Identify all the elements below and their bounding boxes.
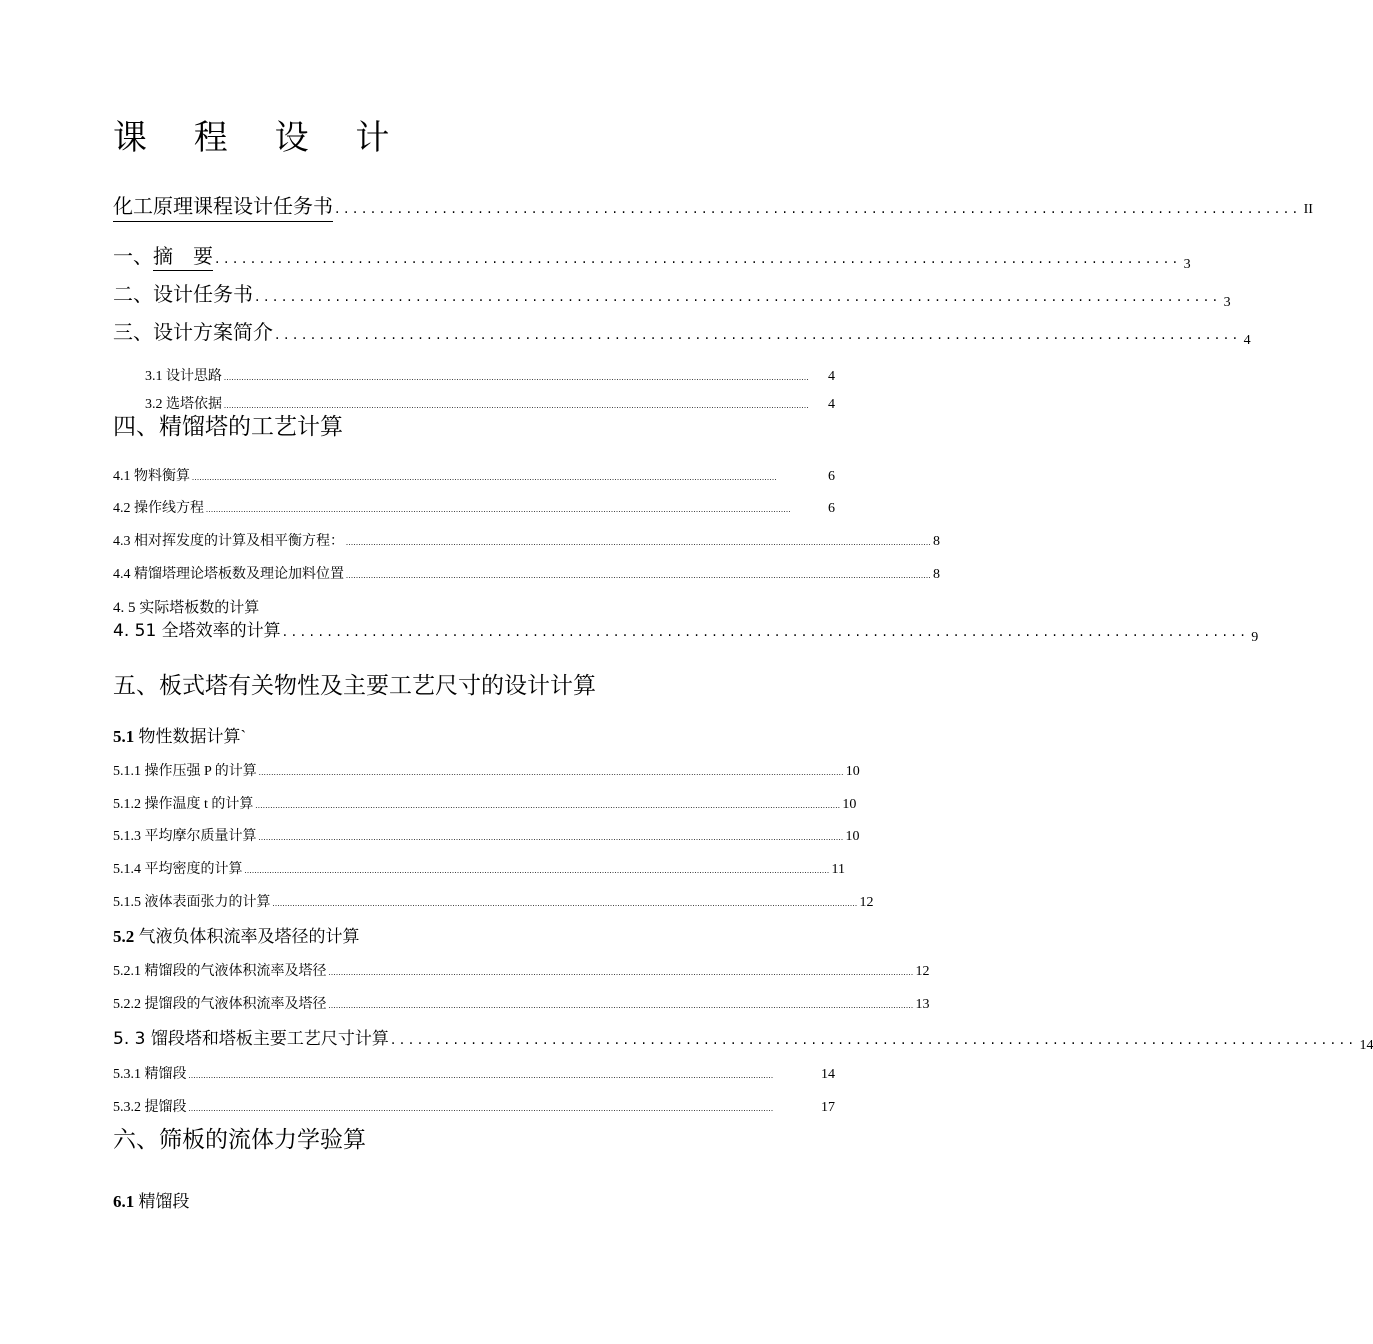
toc-label: 5.3.1 精馏段 <box>113 1067 187 1082</box>
dot-leader: ............................................................................................................ <box>215 251 1182 267</box>
toc-entry-4-2[interactable] <box>113 497 835 517</box>
toc-heading-4-5: 4. 5 实际塔板数的计算 <box>113 600 260 616</box>
toc-label: 4. 51 全塔效率的计算 <box>113 621 281 641</box>
toc-label: 5.3.2 提馏段 <box>113 1100 187 1115</box>
toc-entry-5-3-2[interactable] <box>113 1096 835 1116</box>
section-number: 5.2 <box>113 927 135 946</box>
toc-page-number: 6 <box>828 469 835 484</box>
dot-leader: .......................................................................................................................................................................................................................................... <box>346 538 931 547</box>
toc-page-number: 6 <box>828 501 835 516</box>
document-title: 课 程 设 计 <box>113 118 408 158</box>
toc-entry-5-2-2[interactable] <box>113 993 930 1013</box>
dot-leader: ............................................................................................................ <box>335 201 1302 217</box>
toc-page-number: 4 <box>828 397 835 412</box>
toc-label <box>113 240 213 269</box>
toc-label: 3.1 设计思路 <box>145 369 222 384</box>
toc-label: 4.1 物料衡算 <box>113 469 190 484</box>
toc-page-number: 12 <box>915 964 930 979</box>
toc-entry-5-1-5[interactable] <box>113 891 874 911</box>
toc-entry-abstract[interactable] <box>113 240 1191 272</box>
toc-label: 4.3 相对挥发度的计算及相平衡方程： <box>113 534 344 549</box>
toc-label: 5.1.5 液体表面张力的计算 <box>113 895 271 910</box>
toc-page-number: 17 <box>821 1100 835 1115</box>
toc-page-number: 4 <box>1243 333 1251 348</box>
toc-page-number: 3 <box>1223 295 1231 310</box>
dot-leader: .......................................................................................................................................................................................................................................... <box>258 768 844 777</box>
toc-heading-5-2 <box>113 922 360 947</box>
dot-leader: .......................................................................................................................................................................................................................................... <box>206 505 791 514</box>
dot-leader: ............................................................................................................ <box>390 1032 1358 1048</box>
toc-entry-4-1[interactable] <box>113 465 835 485</box>
toc-entry-5-1-1[interactable] <box>113 760 860 780</box>
dot-leader: .......................................................................................................................................................................................................................................... <box>192 473 777 482</box>
section-label: 气液负体积流率及塔径的计算 <box>134 927 360 946</box>
toc-label: 4.2 操作线方程 <box>113 501 204 516</box>
toc-page-number: 14 <box>821 1067 835 1082</box>
dot-leader: .......................................................................................................................................................................................................................................... <box>188 1104 774 1113</box>
toc-entry-5-3[interactable] <box>113 1024 1373 1053</box>
toc-label: 化工原理课程设计任务书 <box>113 190 333 222</box>
chapter-heading-4: 四、精馏塔的工艺计算 <box>113 414 343 440</box>
toc-label: 三、设计方案简介 <box>113 320 273 344</box>
toc-label: 5.2.2 提馏段的气液体积流率及塔径 <box>113 997 327 1012</box>
toc-page-number: 14 <box>1359 1038 1373 1053</box>
toc-page-number: 8 <box>933 567 940 582</box>
toc-label: 5. 3 馏段塔和塔板主要工艺尺寸计算 <box>113 1029 389 1049</box>
toc-label: 二、设计任务书 <box>113 282 253 306</box>
toc-page-number: 9 <box>1251 630 1259 645</box>
toc-page-number: 10 <box>845 829 860 844</box>
toc-label: 5.1.3 平均摩尔质量计算 <box>113 829 257 844</box>
toc-page-number: 13 <box>915 997 930 1012</box>
toc-page-number: 10 <box>842 797 857 812</box>
section-label: 物性数据计算` <box>134 727 247 746</box>
chapter-heading-6: 六、筛板的流体力学验算 <box>113 1127 366 1153</box>
toc-page-number: 11 <box>831 862 845 877</box>
dot-leader: .......................................................................................................................................................................................................................................... <box>224 401 809 410</box>
toc-entry-3-1[interactable] <box>145 365 835 385</box>
toc-entry-scheme[interactable] <box>113 316 1251 348</box>
toc-label: 4.4 精馏塔理论塔板数及理论加料位置 <box>113 567 344 582</box>
dot-leader: .......................................................................................................................................................................................................................................... <box>346 571 931 580</box>
toc-heading-6-1 <box>113 1187 190 1212</box>
toc-page-number: 4 <box>828 369 835 384</box>
dot-leader: .......................................................................................................................................................................................................................................... <box>258 833 844 842</box>
toc-label: 5.2.1 精馏段的气液体积流率及塔径 <box>113 964 327 979</box>
toc-page-number: 12 <box>859 895 874 910</box>
section-number: 6.1 <box>113 1192 135 1211</box>
dot-leader: ............................................................................................................ <box>255 289 1222 305</box>
dot-leader: .......................................................................................................................................................................................................................................... <box>328 968 914 977</box>
dot-leader: .......................................................................................................................................................................................................................................... <box>328 1001 914 1010</box>
toc-label: 5.1.1 操作压强 P 的计算 <box>113 764 257 779</box>
toc-entry-design-task[interactable] <box>113 278 1231 310</box>
toc-entry-5-1-3[interactable] <box>113 825 860 845</box>
toc-entry-4-4[interactable] <box>113 563 940 583</box>
toc-entry-5-1-4[interactable] <box>113 858 845 878</box>
toc-label-prefix: 一、 <box>113 244 153 268</box>
toc-heading-5-1 <box>113 722 246 747</box>
toc-label-text: 摘 要 <box>153 244 213 271</box>
toc-entry-4-51[interactable] <box>113 616 1259 645</box>
dot-leader: .......................................................................................................................................................................................................................................... <box>224 373 809 382</box>
toc-label: 5.1.4 平均密度的计算 <box>113 862 243 877</box>
dot-leader: .......................................................................................................................................................................................................................................... <box>255 801 841 810</box>
dot-leader: .......................................................................................................................................................................................................................................... <box>244 866 830 875</box>
dot-leader: .......................................................................................................................................................................................................................................... <box>188 1071 774 1080</box>
toc-label: 3.2 选塔依据 <box>145 397 222 412</box>
dot-leader: .......................................................................................................................................................................................................................................... <box>272 899 858 908</box>
toc-entry-5-1-2[interactable] <box>113 793 857 813</box>
toc-entry-5-3-1[interactable] <box>113 1063 835 1083</box>
dot-leader: ............................................................................................................ <box>275 327 1242 343</box>
dot-leader: ............................................................................................................ <box>282 624 1250 640</box>
toc-page-number: 8 <box>933 534 940 549</box>
toc-label: 5.1.2 操作温度 t 的计算 <box>113 797 254 812</box>
toc-entry-4-3[interactable] <box>113 530 940 550</box>
toc-page-number: II <box>1303 202 1313 217</box>
toc-page-number: 3 <box>1183 257 1191 272</box>
toc-entry-task-book[interactable] <box>113 190 1313 222</box>
toc-entry-5-2-1[interactable] <box>113 960 930 980</box>
section-number: 5.1 <box>113 727 135 746</box>
section-label: 精馏段 <box>134 1192 190 1211</box>
toc-page-number: 10 <box>845 764 860 779</box>
chapter-heading-5: 五、板式塔有关物性及主要工艺尺寸的设计计算 <box>113 673 596 699</box>
